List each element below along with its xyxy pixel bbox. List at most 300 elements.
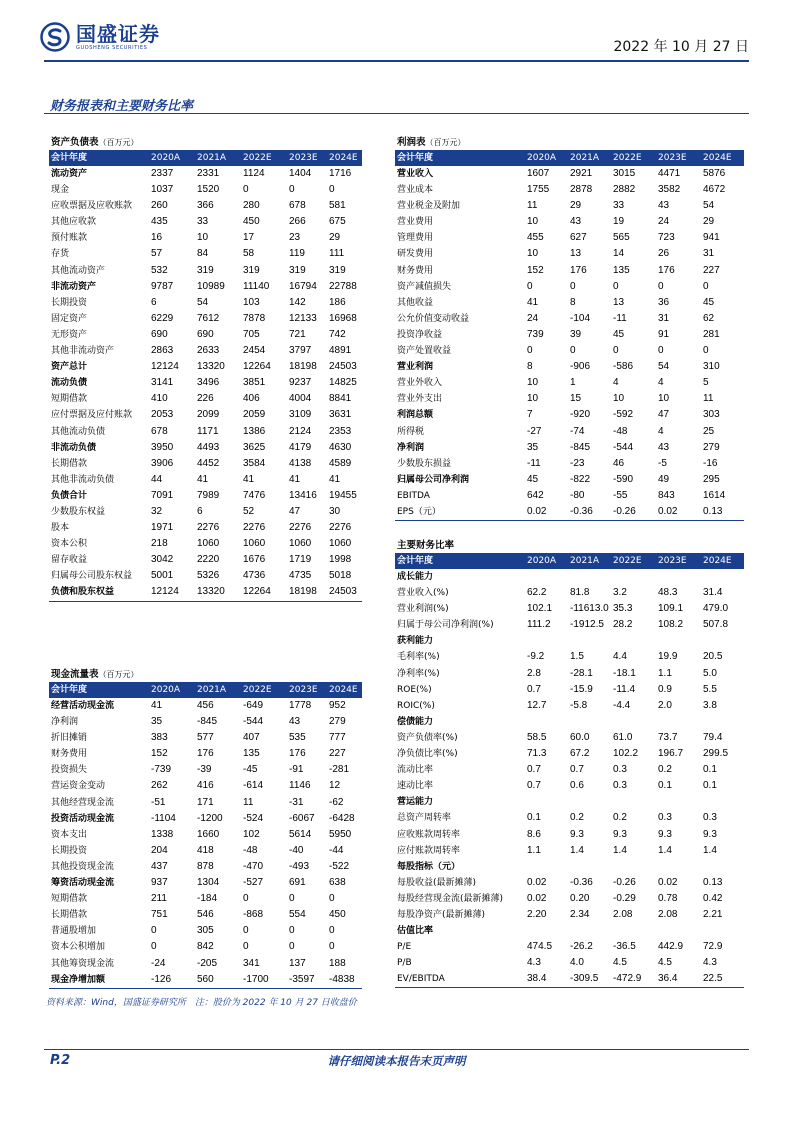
row-label: 财务费用 [397,265,434,276]
row-label: 流动负债 [51,378,88,389]
cell-value: 6229 [151,312,174,324]
row-label: 每股收益(最新摊薄) [397,877,477,888]
cell-value: 1146 [289,780,311,792]
table-row [49,407,362,423]
cell-value: 19455 [329,489,357,501]
cell-value: 91 [658,328,670,340]
cell-value: 1676 [243,554,266,566]
cell-value: 14825 [329,377,357,389]
cell-value: 1716 [329,168,352,179]
row-label: 估值比率 [397,926,434,937]
table-row [395,230,744,246]
cell-value [656,714,701,730]
cell-value: 279 [329,716,346,728]
cell-value [701,859,744,875]
cell-value: 10 [197,232,209,244]
cell-value: 26 [658,248,670,260]
cell-value: 1.5 [570,651,584,663]
column-header-year: 2023E [656,151,701,166]
cell-value: -55 [613,489,628,501]
row-label: 每股指标（元） [397,861,461,872]
header-divider [44,60,749,62]
cell-value: 1386 [243,425,266,437]
table-row [49,359,362,375]
cell-value: 577 [197,732,214,744]
cell-value: -6067 [289,812,315,824]
cell-value: 11140 [243,280,270,292]
table-row [395,585,744,601]
table-row [49,714,362,730]
cell-value: 24503 [329,361,357,373]
section-title: 财务报表和主要财务比率 [50,99,194,114]
cell-value [525,714,568,730]
cell-value: 4630 [329,441,352,453]
cell-value: 416 [197,780,214,792]
row-label: 速动比率 [397,781,434,792]
cell-value: 638 [329,877,346,889]
cell-value: 1060 [289,538,312,550]
table-row [395,923,744,939]
column-header-year: 2023E [656,554,701,569]
cell-value: 305 [197,925,214,937]
cell-value: 5 [703,377,709,389]
cell-value: -845 [197,716,218,728]
cell-value: -104 [570,312,591,324]
table-row [395,327,744,343]
cell-value: 366 [197,200,214,212]
table-row [395,891,744,907]
cash-flow-table [49,668,362,989]
cell-value: 35 [527,441,539,453]
cell-value: 13 [613,296,625,308]
table-row [395,859,744,875]
table-row [49,520,362,536]
cell-value: 0 [570,345,576,357]
cell-value: -868 [243,909,264,921]
row-label: P/E [397,942,412,953]
cell-value: 41 [527,296,539,308]
row-label: 资本公积 [51,539,88,550]
cell-value: 33 [613,200,625,212]
cell-value: -91 [289,764,304,776]
table-row [395,391,744,407]
table-row [395,440,744,456]
cell-value: 19.9 [658,651,678,663]
cell-value: 204 [151,844,168,856]
row-label: 净利润 [51,717,79,728]
cell-value: -822 [570,473,591,485]
table-row [49,552,362,568]
cell-value [701,714,744,730]
cell-value: 0.7 [570,764,584,776]
cell-value: 1060 [243,538,266,550]
cell-value: -9.2 [527,651,545,663]
cell-value: 10 [658,393,670,405]
cell-value: -1200 [197,812,223,824]
cell-value: 2921 [570,168,593,179]
cell-value: 937 [151,877,168,889]
cell-value: 4.0 [570,957,584,969]
table-row [49,875,362,891]
table-row [49,923,362,939]
cell-value: 7091 [151,489,174,501]
cell-value: 0 [570,280,576,292]
cell-value: -845 [570,441,591,453]
row-label: 少数股东权益 [51,506,106,517]
table-row [395,214,744,230]
cell-value: 7476 [243,489,266,501]
table-row [395,971,744,988]
cell-value: 43 [289,716,301,728]
table-row [49,843,362,859]
row-label: 应付账款周转率 [397,845,461,856]
cell-value: -586 [613,361,634,373]
cell-value: 2053 [151,409,174,421]
cell-value: 31 [703,248,715,260]
cell-value: 17 [243,232,255,244]
table-row [49,746,362,762]
row-label: 负债合计 [51,490,88,501]
cell-value: 13320 [197,361,225,373]
cell-value: 81.8 [570,587,590,599]
cell-value: 507.8 [703,619,729,631]
table-row [49,730,362,746]
row-label: P/B [397,958,412,969]
table-title [49,668,362,683]
cell-value: 18198 [287,584,327,601]
cell-value: 45 [613,328,625,340]
balance-sheet-table [49,136,362,602]
table-row [49,891,362,907]
column-header-year: 2024E [701,151,744,166]
cell-value: 0 [527,280,533,292]
table-row [49,311,362,327]
table-row [395,746,744,762]
row-label: 资产减值损失 [397,281,452,292]
row-label: 财务费用 [51,749,88,760]
cell-value: 0.3 [703,812,717,824]
row-label: ROE(%) [397,684,432,695]
cell-value: -11.4 [613,683,636,695]
cell-value [525,923,568,939]
cell-value: 474.5 [527,941,553,953]
row-label: 偿债能力 [397,716,434,727]
row-label: 总资产周转率 [397,813,452,824]
cell-value: 0 [658,280,664,292]
row-label: 少数股东损益 [397,458,452,469]
cell-value: 5614 [289,828,312,840]
table-row [395,698,744,714]
cell-value: 12.7 [527,699,547,711]
row-label: 其他经营现金流 [51,797,115,808]
cell-value: 442.9 [658,941,684,953]
table-row [395,843,744,859]
cell-value: 2331 [197,168,220,179]
cell-value: 103 [243,296,260,308]
column-header-year: 2020A [149,151,195,166]
row-label: 利润总额 [397,410,434,421]
cell-value: -48 [243,844,258,856]
cell-value: 3584 [243,457,266,469]
cell-value: 28.2 [613,619,633,631]
cell-value: 43 [658,200,670,212]
cell-value: 8 [570,296,576,308]
table-row [49,488,362,504]
table-row [49,375,362,391]
cell-value: 45 [527,473,539,485]
cell-value: 119 [289,248,305,260]
cell-value: 455 [527,232,544,244]
cell-value: 1971 [151,522,174,534]
column-header-year: 2024E [327,151,362,166]
cell-value: 0.2 [613,812,627,824]
row-label: 长期投资 [51,845,88,856]
cell-value: 4452 [197,457,220,469]
cell-value: 0.13 [703,876,723,888]
table-row [49,795,362,811]
cell-value: 171 [197,796,214,808]
cell-value: 45 [703,296,715,308]
cell-value: 29 [703,216,715,228]
cell-value: -470 [243,860,264,872]
cell-value: 295 [703,473,720,485]
cell-value: 10 [613,393,625,405]
cell-value: 19 [613,216,625,228]
row-label: 成长能力 [397,572,434,582]
row-label: 固定资产 [51,313,88,324]
cell-value: 4471 [658,168,681,179]
cell-value: 2220 [197,554,220,566]
cell-value: 176 [289,748,306,760]
cell-value: -592 [613,409,634,421]
cell-value: -11 [527,457,541,469]
cell-value: 310 [703,361,720,373]
cell-value: 137 [289,957,306,969]
table-row [395,279,744,295]
row-label: 归属母公司净利润 [397,474,470,485]
cell-value: 10 [527,248,539,260]
row-label: 资产负债率(%) [397,732,458,743]
cell-value: 24 [658,216,670,228]
cell-value: 450 [243,216,260,228]
cell-value: 2.08 [613,908,633,920]
cell-value: 16 [151,232,163,244]
cell-value [611,859,656,875]
cell-value: 280 [243,200,260,212]
cell-value: 72.9 [703,941,723,953]
row-label: 短期借款 [51,394,88,405]
cell-value: 535 [289,732,306,744]
cell-value: 4.3 [527,957,541,969]
row-label: 公允价值变动收益 [397,313,470,324]
cell-value: 418 [197,844,214,856]
row-label: 净利润 [397,442,425,453]
cell-value: 0 [151,941,157,953]
table-row [49,391,362,407]
cell-value: 32 [151,505,163,517]
cell-value: 627 [570,232,587,244]
cell-value: 4.4 [613,651,627,663]
row-label: 存货 [51,249,70,260]
cell-value: 84 [197,248,209,260]
cell-value: 62.2 [527,587,547,599]
cell-value: 67.2 [570,748,590,760]
row-label: 短期借款 [51,894,88,905]
table-title [395,136,744,151]
cell-value: 262 [151,780,168,792]
cell-value: 39 [570,328,582,340]
cell-value: -544 [613,441,634,453]
row-label: 其他应收款 [51,217,97,228]
table-row [395,730,744,746]
cell-value: 1614 [703,489,726,501]
cell-value: 43 [570,216,582,228]
cell-value [611,923,656,939]
cell-value: 0.13 [701,504,744,521]
cell-value: 450 [329,909,346,921]
cell-value: 4.3 [703,957,717,969]
cell-value: 12124 [151,361,179,373]
cell-value: 2.20 [527,908,547,920]
cell-value: 73.7 [658,731,678,743]
cell-value: 1.1 [527,844,541,856]
cell-value: -24 [151,957,166,969]
cell-value: 1171 [197,425,219,437]
cell-value: 35 [151,716,163,728]
table-row [395,649,744,665]
cell-value: 2059 [243,409,266,421]
cell-value: 2.8 [527,667,541,679]
row-label: 普通股增加 [51,926,97,937]
cell-value: 0.3 [613,780,627,792]
table-row [49,827,362,843]
cell-value: -472.9 [611,971,656,988]
table-row [395,762,744,778]
cell-value: 0.3 [658,812,672,824]
cell-value: 777 [329,732,346,744]
cell-value: 4179 [289,441,312,453]
cell-value: -36.5 [613,941,636,953]
cell-value: 10 [527,393,539,405]
cell-value: 678 [289,200,306,212]
row-label: 营业收入 [397,169,434,179]
table-row [49,939,362,955]
row-label: 投资净收益 [397,329,443,340]
cell-value: 691 [289,877,306,889]
row-label: 长期借款 [51,910,88,921]
table-row [395,666,744,682]
cell-value: 751 [151,909,168,921]
column-header-year: 2024E [701,554,744,569]
cell-value: -15.9 [570,683,593,695]
cell-value: -524 [243,812,264,824]
cell-value: 0.02 [525,504,568,521]
cell-value: 0.1 [527,812,541,824]
cell-value: 7878 [243,312,266,324]
row-label: 其他流动负债 [51,426,106,437]
cell-value: -16 [703,457,718,469]
column-header-year: 2020A [149,683,195,698]
table-row [395,778,744,794]
cell-value: 5.0 [703,667,717,679]
row-label: 资产处置收益 [397,346,452,357]
row-label: 资本公积增加 [51,942,106,953]
row-label: 其他非流动负债 [51,474,115,485]
cell-value: 4736 [243,570,266,582]
cell-value: 1060 [329,538,352,550]
cell-value: 111.2 [527,619,551,631]
cell-value: 41 [151,700,163,711]
table-row [395,617,744,633]
cell-value: -649 [243,700,264,711]
cell-value: 1.4 [658,844,672,856]
table-row [395,569,744,585]
table-row [49,456,362,472]
cell-value: -45 [243,764,258,776]
cell-value: 407 [243,732,260,744]
cell-value: 0 [243,941,249,953]
table-row [395,198,744,214]
cell-value: -0.29 [613,892,636,904]
row-label: 净利率(%) [397,668,440,679]
cell-value: 0.7 [527,780,541,792]
column-header-year: 2020A [525,151,568,166]
cell-value: 0 [703,280,709,292]
row-label: 资本支出 [51,829,88,840]
cell-value: 25 [703,425,715,437]
table-row [49,956,362,972]
row-label: 应收票据及应收账款 [51,201,133,212]
report-date: 2022 年 10 月 27 日 [613,39,749,55]
cell-value: 2454 [243,345,266,357]
table-row [395,633,744,649]
table-row [395,714,744,730]
cell-value: 341 [243,957,260,969]
cell-value: 437 [151,860,168,872]
row-label: 非流动资产 [51,281,97,292]
cell-value: 3625 [243,441,266,453]
cell-value: 0.2 [658,764,672,776]
cell-value: 11 [243,796,254,808]
source-note: 资料来源：Wind，国盛证券研究所 注：股价为 2022 年 10 月 27 日收盘价 [46,998,357,1008]
cell-value: 0 [289,893,295,905]
cell-value: 47 [658,409,670,421]
row-label: 其他筹资现金流 [51,958,115,969]
column-header-year: 2023E [287,151,327,166]
cell-value: 36 [658,296,670,308]
row-label: 非流动负债 [51,442,97,453]
page-number: P.2 [50,1053,71,1068]
cell-value: 7 [527,409,533,421]
cell-value [568,714,611,730]
cell-value: 54 [197,296,209,308]
cell-value: 109.1 [658,603,684,615]
cell-value: -0.36 [570,876,593,888]
cell-value: 0 [658,345,664,357]
cell-value: -281 [329,764,350,776]
cell-value [701,633,744,649]
cell-value: 0 [329,184,335,196]
cell-value: 2.08 [658,908,678,920]
row-label: 营业利润(%) [397,604,449,615]
cell-value: 842 [197,941,214,953]
cell-value: 2099 [197,409,220,421]
row-label: 净负债比率(%) [397,749,458,760]
cell-value: 11 [527,200,538,212]
cell-value: 0 [289,925,295,937]
cell-value: 0 [703,345,709,357]
cell-value: 3950 [151,441,174,453]
